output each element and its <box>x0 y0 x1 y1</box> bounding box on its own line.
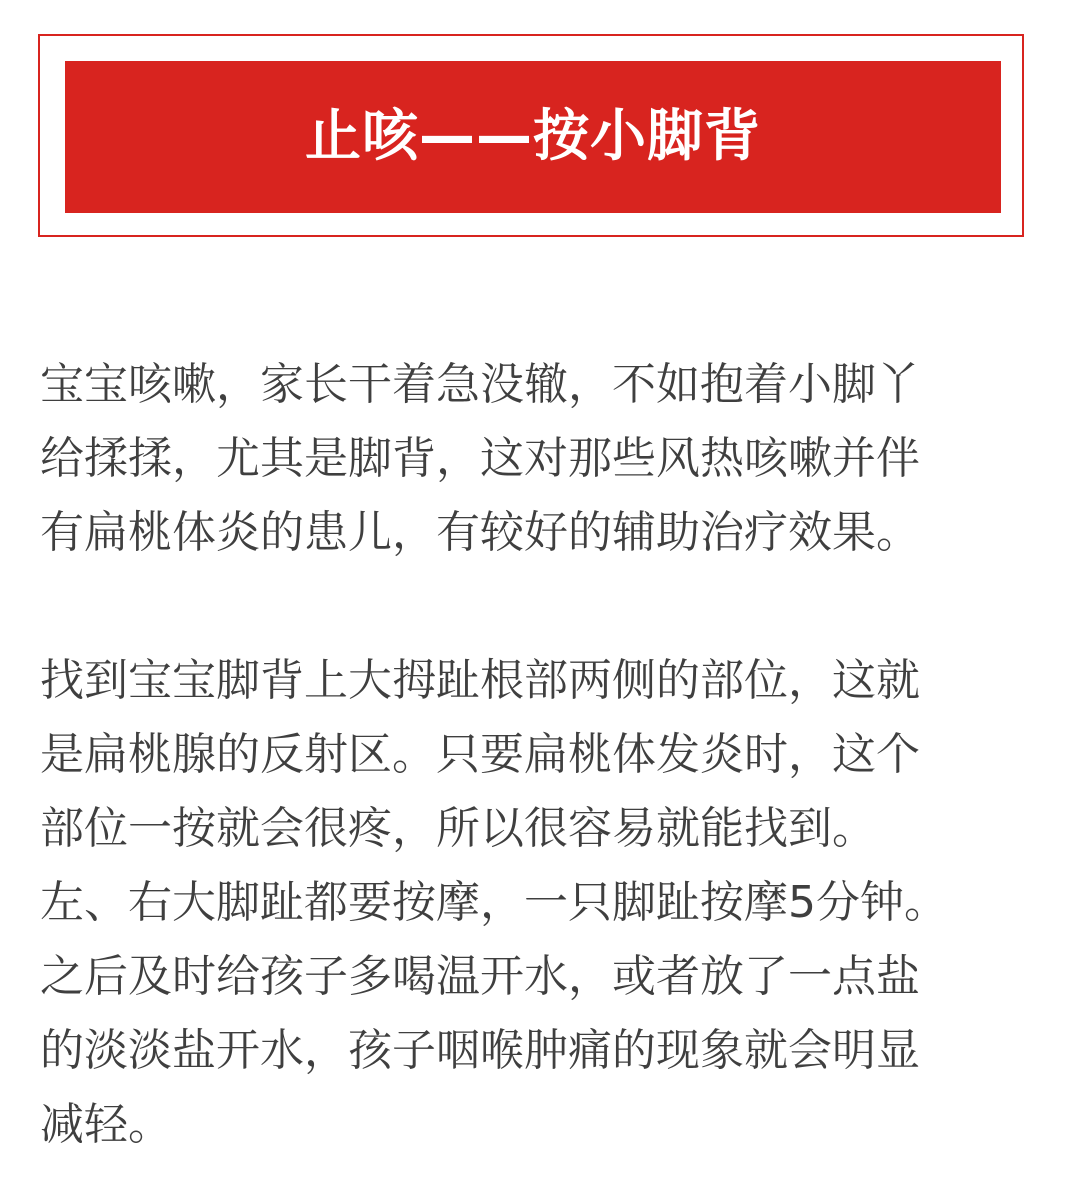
text-line: 是扁桃腺的反射区。只要扁桃体发炎时，这个 <box>40 729 920 780</box>
text-line: 减轻。 <box>40 1099 172 1150</box>
paragraph-gap <box>40 570 1030 644</box>
text-line: 找到宝宝脚背上大拇趾根部两侧的部位，这就 <box>40 655 920 706</box>
text-line: 之后及时给孩子多喝温开水，或者放了一点盐 <box>40 951 920 1002</box>
text-line: 宝宝咳嗽，家长干着急没辙，不如抱着小脚丫 <box>40 359 920 410</box>
text-line: 的淡淡盐开水，孩子咽喉肿痛的现象就会明显 <box>40 1025 920 1076</box>
text-line: 左、右大脚趾都要按摩，一只脚趾按摩5分钟。 <box>40 877 948 928</box>
title-frame <box>38 34 1024 237</box>
paragraph-intro <box>40 348 1030 570</box>
text-line: 部位一按就会很疼，所以很容易就能找到。 <box>40 803 876 854</box>
text-line: 有扁桃体炎的患儿，有较好的辅助治疗效果。 <box>40 507 920 558</box>
article-body <box>40 348 1030 1162</box>
title-banner <box>65 61 1001 213</box>
paragraph-method <box>40 644 1030 1162</box>
page-title: 止咳——按小脚背 <box>305 104 761 169</box>
text-line: 给揉揉，尤其是脚背，这对那些风热咳嗽并伴 <box>40 433 920 484</box>
